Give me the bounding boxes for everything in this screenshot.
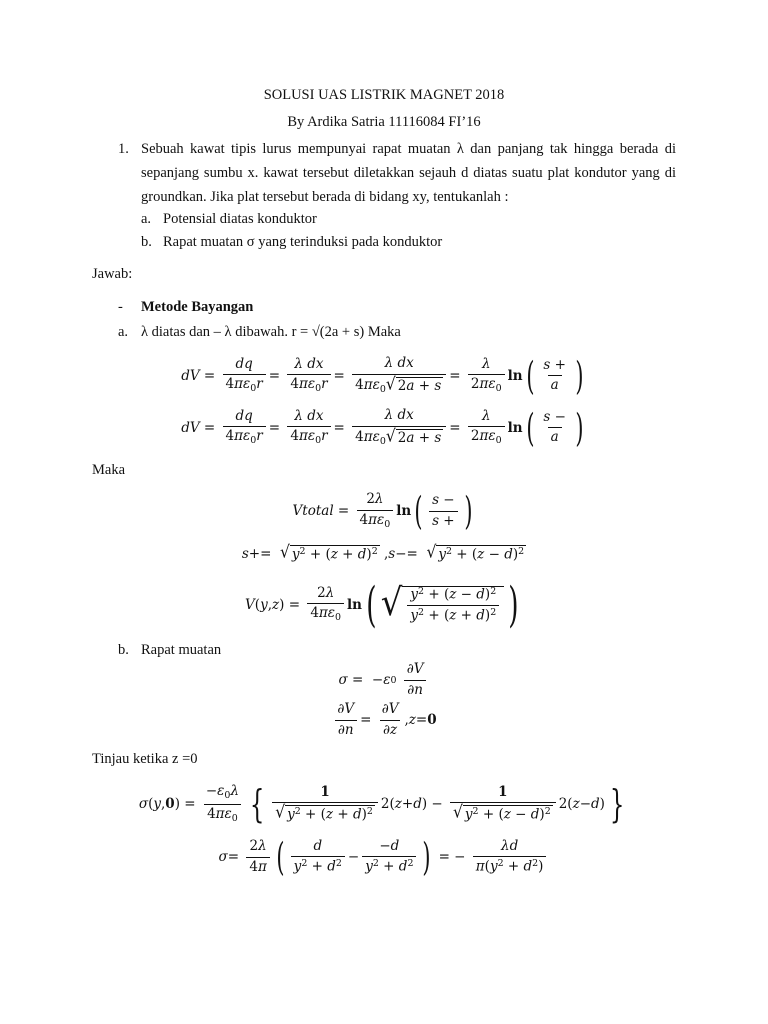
tinjau-text: Tinjau ketika z =0 xyxy=(92,751,198,767)
maka-text: Maka xyxy=(92,462,126,478)
method-heading: Metode Bayangan xyxy=(141,299,254,315)
part-b-marker: b. xyxy=(118,642,129,658)
problem-line-3: groundkan. Jika plat tersebut berada di bidang xy, tentukanlah : xyxy=(141,189,509,205)
problem-item-text: Potensial diatas konduktor xyxy=(163,211,317,227)
problem-number: 1. xyxy=(118,141,129,157)
part-a-marker: a. xyxy=(118,324,129,340)
equation-s-definitions: s += √ $y^2 + (z + d)^2$ , s −= √ $y^2 + (z - d)^2$ xyxy=(241,541,525,563)
equation-v-yz: V ( y , z ) = $\frac{2\lambda}{4\pi\varepsilon_0}$ ln ( √ $\frac{y^2 + (z - d)^2}{y^2 + (z + d)^2}$ ) xyxy=(245,577,519,633)
method-marker: - xyxy=(118,299,123,315)
part-b-text: Rapat muatan xyxy=(141,642,222,658)
equation-sigma-final: σ = $\frac{2\lambda}{4\pi}$ ( $\frac{d}{y^2 + d^2}$ − $\frac{-d}{y^2 + d^2}$ ) = − $\frac{\lambda d}{\pi(y^2 + d^2)}$ xyxy=(0,838,768,876)
equation-dv-plus: dV = $\frac{dq}{4\pi\varepsilon_0r}$ = $\frac{\text{λ dx}}{4\pi\varepsilon_0r}$ = λ dx $4\pi\varepsilon_0$ √ 2a + s = $\frac{\lambda}{2\pi\varepsilon_0}$ ln ( $\frac{s +}{a}$ ) xyxy=(181,353,584,398)
equation-dv-minus: dV = $\frac{dq}{4\pi\varepsilon_0r}$ = $\frac{\text{λ dx}}{4\pi\varepsilon_0r}$ = λ dx $4\pi\varepsilon_0$ √ 2a + s = $\frac{\lambda}{2\pi\varepsilon_0}$ ln ( $\frac{s -}{a}$ ) xyxy=(181,405,584,450)
document-title: SOLUSI UAS LISTRIK MAGNET 2018 xyxy=(263,87,505,103)
document-author: By Ardika Satria 11116084 FI’16 xyxy=(287,114,481,130)
problem-item-marker: b. xyxy=(141,234,152,250)
problem-line-1: Sebuah kawat tipis lurus mempunyai rapat muatan λ dan panjang tak hingga berada di xyxy=(141,141,676,157)
equation-vtotal: Vtotal = $\frac{2\lambda}{4\pi\varepsilon_0}$ ln ( $\frac{s -}{s +}$ ) xyxy=(292,489,473,534)
equation-sigma-definition: σ = − ε 0 $\frac{\partial V}{\partial n}$ xyxy=(0,662,768,698)
answer-label: Jawab: xyxy=(92,266,133,282)
problem-line-2: sepanjang sumbu x. kawat tersebut diletakkan sejauh d diatas suatu plat kondutor yang di xyxy=(141,165,676,181)
part-a-text: λ diatas dan – λ dibawah. r = √(2a + s) Maka xyxy=(141,324,401,340)
equation-normal-derivative: $\frac{\partial V}{\partial n}$ = $\frac{\partial V}{\partial z}$ , z = 0 xyxy=(0,702,768,738)
problem-item-text: Rapat muatan σ yang terinduksi pada konduktor xyxy=(163,234,443,250)
equation-sigma-at-z0: σ ( y , 0 ) = $\frac{-\varepsilon_0\lambda}{4\pi\varepsilon_0}$ { 1 √ $y^2 + (z + d)^2$ 2( z + d ) − 1 √ $y^2 + (z - d)^2$ 2( z − d ) } xyxy=(138,782,625,827)
problem-item-marker: a. xyxy=(141,211,152,227)
